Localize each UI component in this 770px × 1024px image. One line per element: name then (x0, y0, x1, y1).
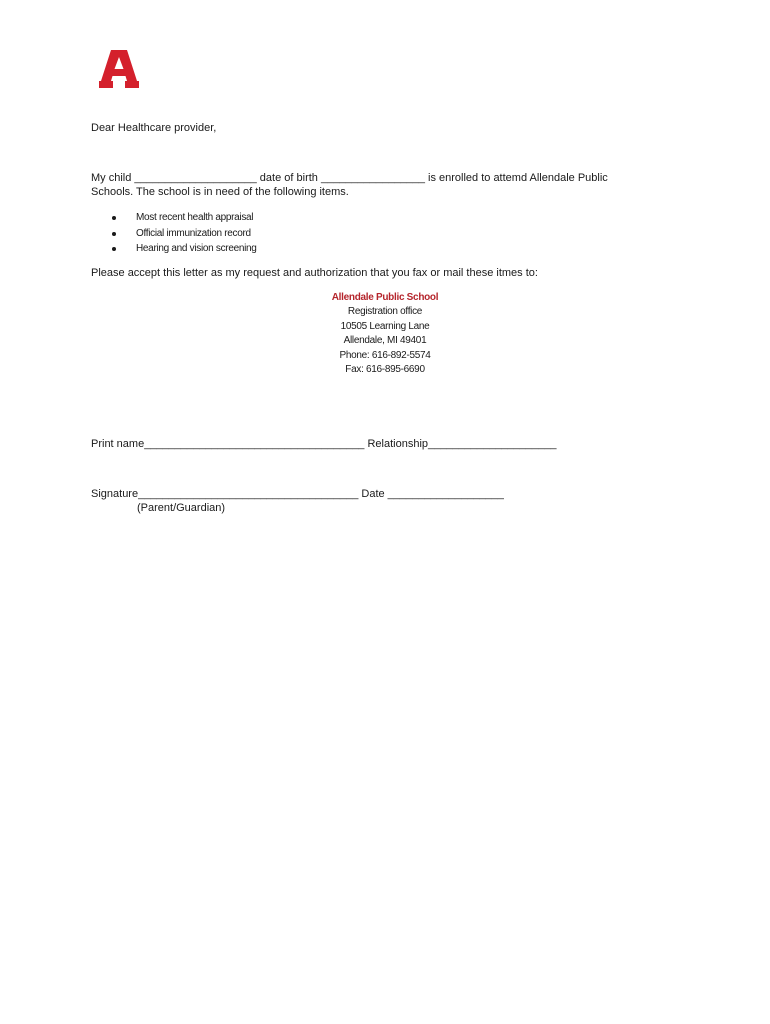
street-address: 10505 Learning Lane (340, 320, 430, 332)
required-items-list (112, 210, 257, 257)
phone-number: Phone: 616-892-5574 (339, 349, 431, 361)
list-item (112, 241, 257, 257)
bullet-icon (112, 232, 116, 236)
school-logo (99, 50, 139, 88)
list-item (112, 210, 257, 226)
school-name: Allendale Public School (331, 292, 439, 303)
intro-line-1: My child ____________________ date of birth _________________ is enrolled to attemd Allendale Public (91, 172, 608, 184)
signature-date-line: Signature____________________________________ Date ___________________ (91, 488, 504, 500)
list-item (112, 226, 257, 242)
list-item-label: Official immunization record (136, 227, 251, 239)
school-logo-letter-a (99, 50, 139, 88)
print-name-relationship-line: Print name____________________________________ Relationship_____________________ (91, 438, 557, 450)
bullet-icon (112, 247, 116, 251)
greeting-text: Dear Healthcare provider, (91, 122, 217, 134)
parent-guardian-label: (Parent/Guardian) (137, 502, 226, 514)
list-item-label: Hearing and vision screening (136, 243, 257, 254)
office-name: Registration office (347, 306, 423, 318)
list-item-label: Most recent health appraisal (136, 212, 254, 223)
school-address-block (285, 291, 485, 377)
request-text: Please accept this letter as my request and authorization that you fax or mail these itmes to: (91, 267, 538, 279)
city-state-zip: Allendale, MI 49401 (343, 335, 427, 347)
fax-number: Fax: 616-895-6690 (345, 364, 425, 376)
intro-line-2: Schools. The school is in need of the following items. (91, 186, 349, 198)
bullet-icon (112, 216, 116, 220)
